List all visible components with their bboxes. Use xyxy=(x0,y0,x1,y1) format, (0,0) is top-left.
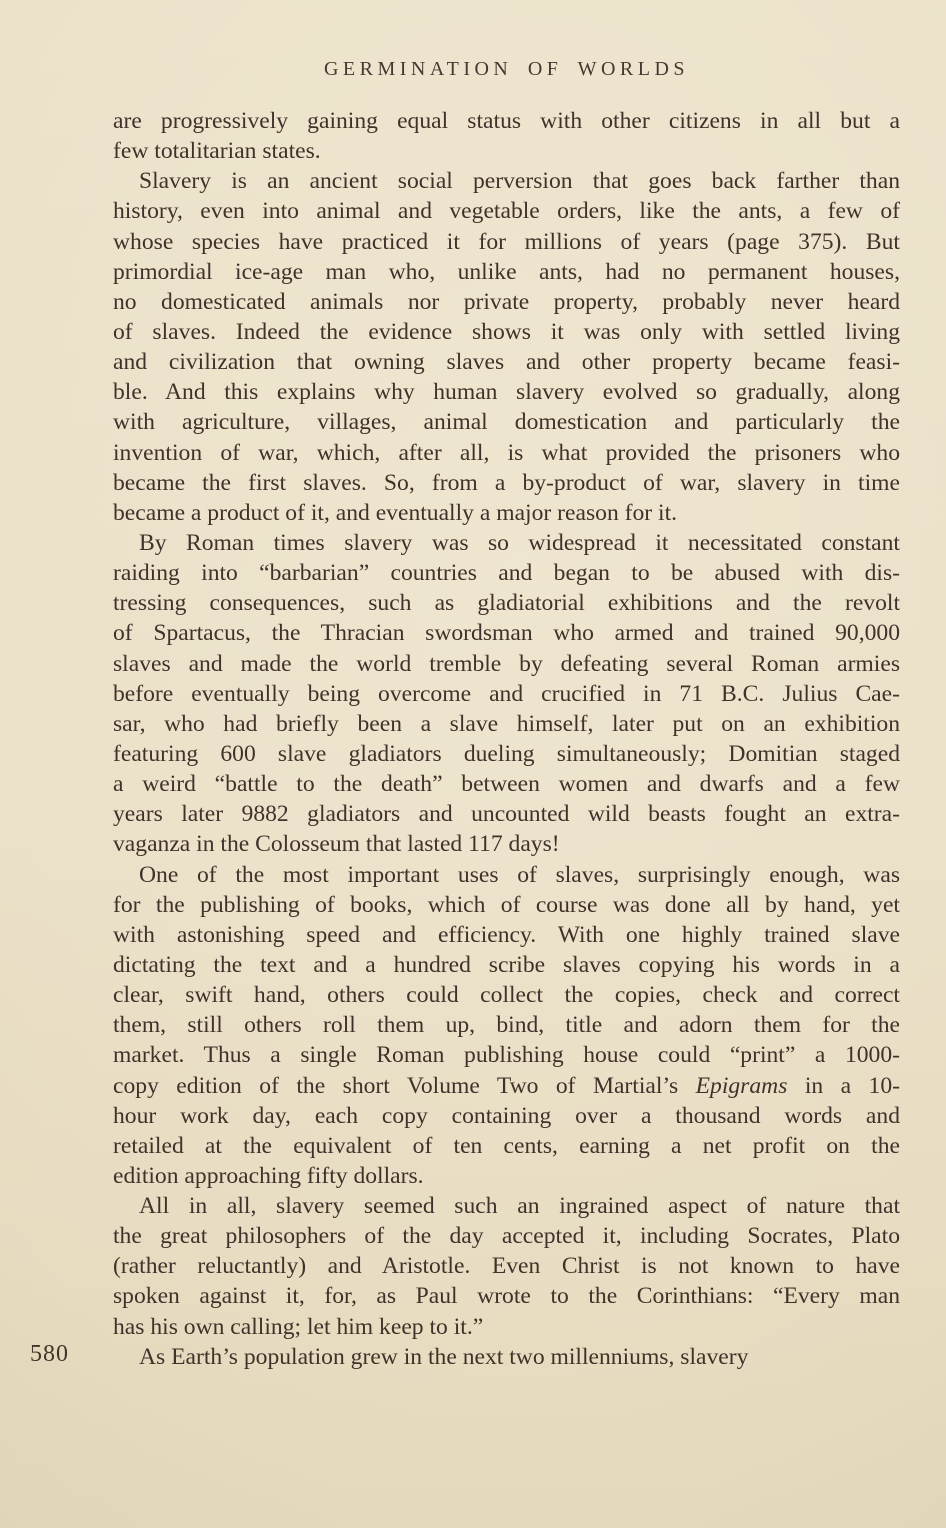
running-head: GERMINATION OF WORLDS xyxy=(323,58,690,80)
text-line: few totalitarian states. xyxy=(113,138,321,165)
text-line: market. Thus a single Roman publishing house could “print” a 1000- xyxy=(113,1042,900,1069)
page-number: 580 xyxy=(30,1341,69,1367)
paragraph xyxy=(113,1342,900,1372)
text-line: dictating the text and a hundred scribe slaves copying his words in a xyxy=(113,951,900,978)
text-line: the great philosophers of the day accepted it, including Socrates, Plato xyxy=(113,1223,900,1250)
text-line: By Roman times slavery was so widespread it necessitated constant xyxy=(139,529,900,556)
text-line: As Earth’s population grew in the next two millenniums, slavery xyxy=(139,1343,749,1370)
text-line: One of the most important uses of slaves, surprisingly enough, was xyxy=(139,861,900,888)
text-line: history, even into animal and vegetable orders, like the ants, a few of xyxy=(113,198,900,225)
text-line: became the first slaves. So, from a by-product of war, slavery in time xyxy=(113,469,900,496)
text-line: copy edition of the short Volume Two of Martial’s Epigrams in a 10- xyxy=(113,1072,900,1099)
text-line: invention of war, which, after all, is what provided the prisoners who xyxy=(113,439,900,466)
text-line: a weird “battle to the death” between women and dwarfs and a few xyxy=(113,771,900,798)
text-line: years later 9882 gladiators and uncounted wild beasts fought an extra- xyxy=(113,801,900,828)
text-line: tressing consequences, such as gladiatorial exhibitions and the revolt xyxy=(113,590,900,617)
text-line: no domesticated animals nor private property, probably never heard xyxy=(113,288,900,315)
text-line: slaves and made the world tremble by defeating several Roman armies xyxy=(113,650,900,677)
paragraph xyxy=(113,166,900,528)
text-line: ble. And this explains why human slavery evolved so gradually, along xyxy=(113,379,900,406)
text-line: became a product of it, and eventually a major reason for it. xyxy=(113,499,678,526)
text-line: spoken against it, for, as Paul wrote to the Corinthians: “Every man xyxy=(113,1283,900,1310)
text-line: hour work day, each copy containing over a thousand words and xyxy=(113,1102,900,1129)
paragraph xyxy=(113,1191,900,1342)
text-line: them, still others roll them up, bind, title and adorn them for the xyxy=(113,1012,900,1039)
text-line: with astonishing speed and efficiency. With one highly trained slave xyxy=(113,921,900,948)
paragraph xyxy=(113,528,900,860)
text-line: of Spartacus, the Thracian swordsman who armed and trained 90,000 xyxy=(113,620,900,647)
text-line: of slaves. Indeed the evidence shows it was only with settled living xyxy=(113,318,900,345)
text-line: (rather reluctantly) and Aristotle. Even Christ is not known to have xyxy=(113,1253,900,1280)
paragraph xyxy=(113,860,900,1192)
text-line: and civilization that owning slaves and other property became feasi- xyxy=(113,349,900,376)
text-line: retailed at the equivalent of ten cents, earning a net profit on the xyxy=(113,1132,900,1159)
paragraph xyxy=(113,106,900,166)
text-line: has his own calling; let him keep to it.” xyxy=(113,1313,484,1340)
text-line: with agriculture, villages, animal domestication and particularly the xyxy=(113,409,900,436)
text-line: edition approaching fifty dollars. xyxy=(113,1162,424,1189)
text-line: for the publishing of books, which of course was done all by hand, yet xyxy=(113,891,900,918)
text-line: vaganza in the Colosseum that lasted 117 days! xyxy=(113,831,560,858)
text-line: are progressively gaining equal status with other citizens in all but a xyxy=(113,108,900,134)
text-line: clear, swift hand, others could collect the copies, check and correct xyxy=(113,982,900,1009)
text-line: raiding into “barbarian” countries and began to be abused with dis- xyxy=(113,560,900,587)
body-text xyxy=(113,106,900,1372)
text-line: featuring 600 slave gladiators dueling simultaneously; Domitian staged xyxy=(113,740,900,767)
text-line: before eventually being overcome and crucified in 71 B.C. Julius Cae- xyxy=(113,680,900,707)
text-line: sar, who had briefly been a slave himself, later put on an exhibition xyxy=(113,710,900,737)
text-line: Slavery is an ancient social perversion that goes back farther than xyxy=(139,168,900,195)
text-line: primordial ice-age man who, unlike ants, had no permanent houses, xyxy=(113,258,900,285)
text-line: All in all, slavery seemed such an ingrained aspect of nature that xyxy=(139,1193,900,1220)
text-line: whose species have practiced it for millions of years (page 375). But xyxy=(113,228,900,255)
